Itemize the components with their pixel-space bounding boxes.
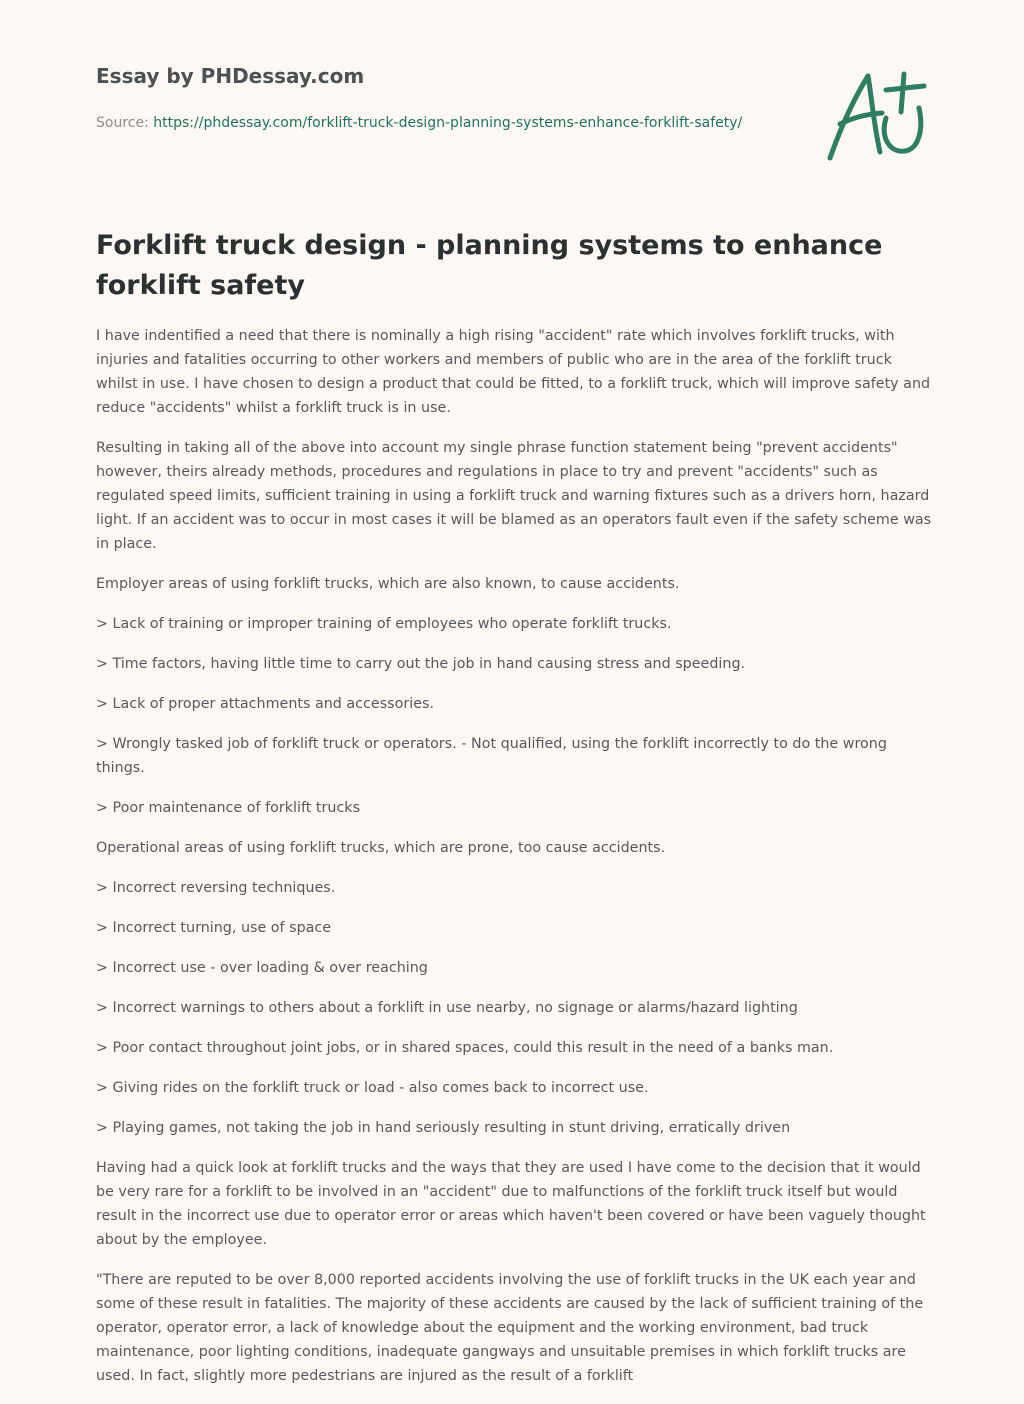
list-item: > Incorrect reversing techniques. (96, 880, 336, 896)
source-link[interactable]: https://phdessay.com/forklift-truck-design-planning-systems-enhance-forklift-safety/ (153, 115, 743, 131)
list-item: > Giving rides on the forklift truck or load - also comes back to incorrect use. (96, 1080, 649, 1096)
list-item: > Lack of proper attachments and accessories. (96, 696, 434, 712)
list-item: > Poor maintenance of forklift trucks (96, 800, 361, 816)
article-body (96, 324, 932, 1404)
list-item: > Time factors, having little time to carry out the job in hand causing stress and speeding. (96, 656, 746, 672)
list-item: > Playing games, not taking the job in hand seriously resulting in stunt driving, erratically driven (96, 1120, 791, 1136)
site-brand: Essay by PHDessay.com (96, 64, 365, 88)
list-item: > Wrongly tasked job of forklift truck or operators. - Not qualified, using the forklift incorrectly to do the wrong things. (96, 736, 887, 776)
paragraph: Employer areas of using forklift trucks, which are also known, to cause accidents. (96, 576, 680, 592)
article-title: Forklift truck design - planning systems to enhance forklift safety (96, 230, 883, 301)
source-label: Source: (96, 115, 154, 131)
list-item: > Incorrect warnings to others about a forklift in use nearby, no signage or alarms/hazard lighting (96, 1000, 798, 1016)
list-item: > Incorrect use - over loading & over reaching (96, 960, 428, 976)
paragraph: "There are reputed to be over 8,000 reported accidents involving the use of forklift trucks in the UK each year and some of these result in fatalities. The majority of these accidents are caused by the lack of sufficient training of the operator, operator error, a lack of knowledge about the equipment and the working environment, bad truck maintenance, poor lighting conditions, inadequate gangways and unsuitable premises in which forklift trucks are used. In fact, slightly more pedestrians are injured as the result of a forklift (96, 1272, 924, 1384)
list-item: > Lack of training or improper training of employees who operate forklift trucks. (96, 616, 672, 632)
paragraph: I have indentified a need that there is nominally a high rising "accident" rate which involves forklift trucks, with injuries and fatalities occurring to other workers and members of public who are in the area of the forklift truck whilst in use. I have chosen to design a product that could be fitted, to a forklift truck, which will improve safety and reduce "accidents" whilst a forklift truck is in use. (96, 328, 931, 416)
a-plus-grade-icon (820, 68, 930, 164)
source-line (96, 111, 756, 135)
paragraph: Operational areas of using forklift trucks, which are prone, too cause accidents. (96, 840, 666, 856)
list-item: > Incorrect turning, use of space (96, 920, 332, 936)
list-item: > Poor contact throughout joint jobs, or in shared spaces, could this result in the need of a banks man. (96, 1040, 834, 1056)
paragraph: Resulting in taking all of the above into account my single phrase function statement being "prevent accidents" however, theirs already methods, procedures and regulations in place to try and prevent "accidents" such as regulated speed limits, sufficient training in using a forklift truck and warning fixtures such as a drivers horn, hazard light. If an accident was to occur in most cases it will be blamed as an operators fault even if the safety scheme was in place. (96, 440, 932, 552)
paragraph: Having had a quick look at forklift trucks and the ways that they are used I have come to the decision that it would be very rare for a forklift to be involved in an "accident" due to malfunctions of the forklift truck itself but would result in the incorrect use due to operator error or areas which haven't been covered or have been vaguely thought about by the employee. (96, 1160, 926, 1248)
